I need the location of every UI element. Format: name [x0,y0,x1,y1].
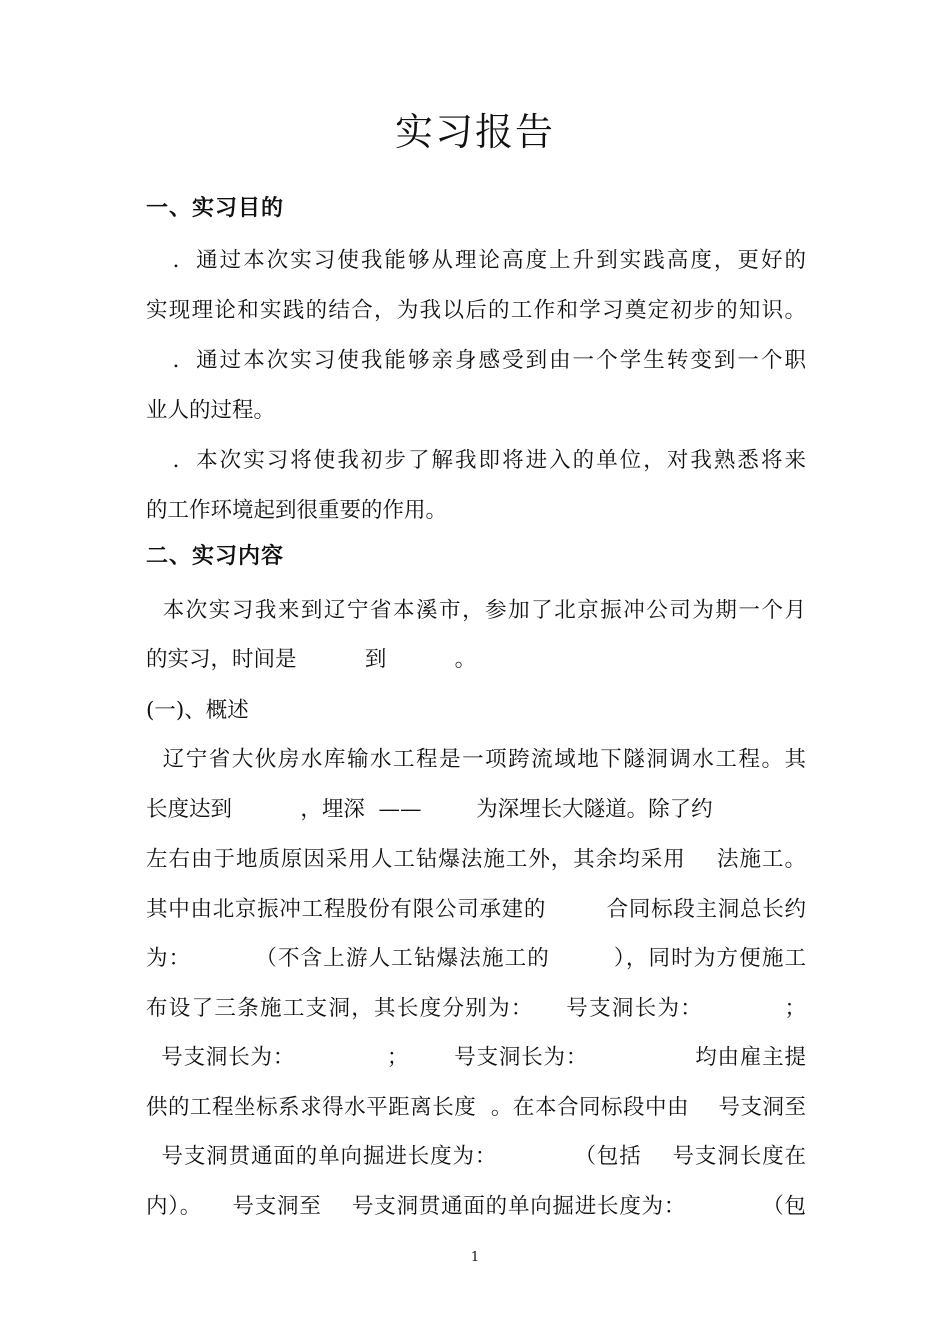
paragraph-line: ．通过本次实习使我能够从理论高度上升到实践高度，更好的 [146,248,806,273]
paragraph-line: 左右由于地质原因采用人工钻爆法施工外，其余均采用 法施工。 [146,847,806,872]
paragraph-line: 号支洞长为： ； 号支洞长为： 均由雇主提 [146,1045,806,1070]
section-heading-content: 二、实习内容 [146,544,285,569]
paragraph-line: 内）。 号支洞至 号支洞贯通面的单向掘进长度为： （包 [146,1194,806,1219]
paragraph-line: 供的工程坐标系求得水平距离长度 。在本合同标段中由 号支洞至 [146,1095,806,1120]
section-heading-purpose: 一、实习目的 [146,196,285,221]
document-title: 实习报告 [394,110,555,154]
paragraph-line: 长度达到 ，埋深 —— 为深埋长大隧道。除了约 [146,797,713,822]
paragraph-line: 布设了三条施工支洞，其长度分别为： 号支洞长为： ； [146,996,806,1021]
paragraph-line: 业人的过程。 [146,398,276,423]
paragraph-line: 本次实习我来到辽宁省本溪市，参加了北京振冲公司为期一个月 [146,598,806,623]
paragraph-line: 辽宁省大伙房水库输水工程是一项跨流域地下隧洞调水工程。其 [146,747,806,772]
paragraph-line: ．通过本次实习使我能够亲身感受到由一个学生转变到一个职 [146,348,806,373]
subsection-heading: (一)、概述 [146,698,249,723]
paragraph-line: 号支洞贯通面的单向掘进长度为： （包括 号支洞长度在 [146,1144,806,1169]
paragraph-line: 为： （不含上游人工钻爆法施工的 ），同时为方便施工 [146,946,806,971]
paragraph-line: 的实习，时间是 到 。 [146,647,477,672]
paragraph-line: ．本次实习将使我初步了解我即将进入的单位，对我熟悉将来 [146,448,806,473]
paragraph-line: 的工作环境起到很重要的作用。 [146,498,448,523]
paragraph-line: 其中由北京振冲工程股份有限公司承建的 合同标段主洞总长约 [146,897,806,922]
page-number: 1 [470,1250,480,1265]
paragraph-line: 实现理论和实践的结合，为我以后的工作和学习奠定初步的知识。 [146,298,806,323]
